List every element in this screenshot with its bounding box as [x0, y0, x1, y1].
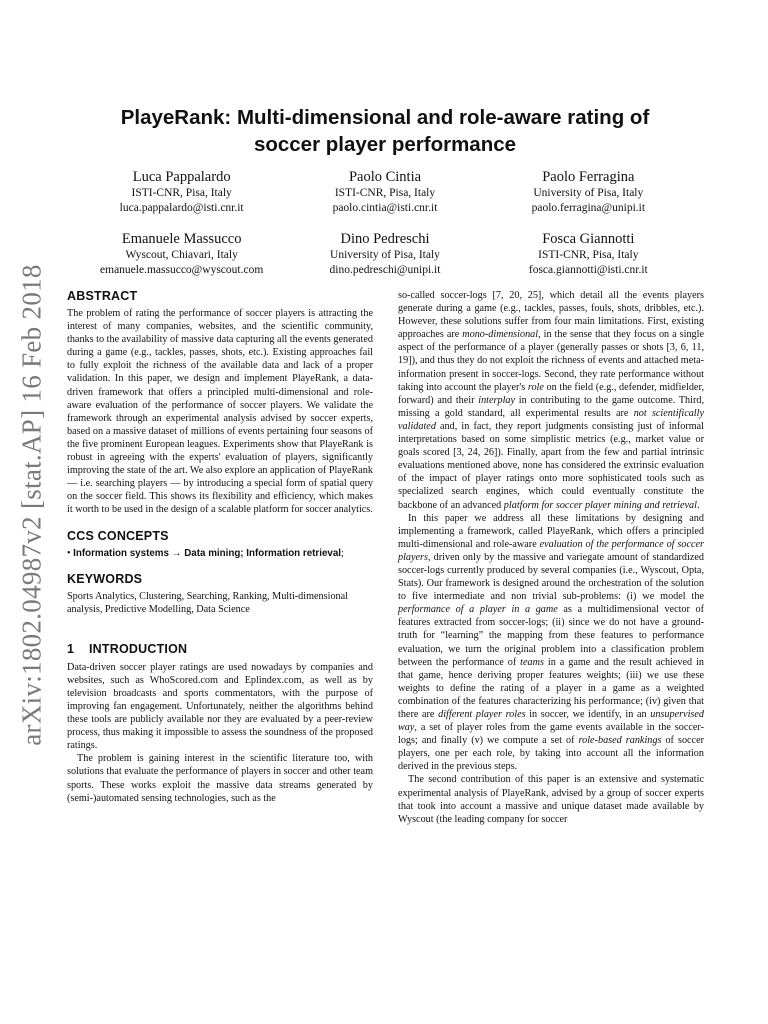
emphasis: platform for soccer player mining and retrieval: [503, 499, 697, 511]
arxiv-identifier: [12, 264, 52, 746]
ccs-concepts: [67, 547, 373, 560]
author-block: [80, 168, 690, 278]
author-email: dino.pedreschi@unipi.it: [329, 264, 441, 276]
text-run: in a game and the result achieved in that game, hence deriving proper features weights; (iii) we use these weights to define the rating of a player in a game as a weighted combination of the features characterizing his performance; (iv) given that there are: [398, 656, 705, 720]
text-run: on the field (e.g., defender, midfielder, forward) and their: [398, 381, 704, 406]
emphasis: unsupervised way: [398, 709, 704, 734]
section-title: INTRODUCTION: [89, 641, 188, 656]
text-run: so-called soccer-logs [7, 20, 25], which detail all the events players generate during a game (e.g., tackles, passes, fouls, shots, dribbles, etc.). However, these solutions suffer from four main limitations. First, existing approaches are: [398, 290, 704, 341]
author: [80, 168, 283, 216]
right-paragraph-1: [398, 289, 704, 512]
author: [283, 230, 486, 278]
ccs-item-primary: Information systems: [73, 547, 169, 559]
text-run: and, in fact, they report judgments consisting just of informal interpretations based on some simplistic metrics (e.g., market value or goals scored [3, 24, 26]). Finally, apart from the few and partial intrinsic evaluations mentioned above, none has considered the extrinsic evaluation of the impact of player ratings onto more sophisticated tools such as specialized search engines, which could eventually constitute the backbone of an advanced: [398, 420, 704, 511]
author-affiliation: University of Pisa, Italy: [533, 187, 644, 199]
author-affiliation: ISTI-CNR, Pisa, Italy: [334, 187, 436, 199]
emphasis: role: [527, 381, 544, 393]
emphasis: performance of a player in a game: [398, 604, 558, 616]
ccs-item-secondary: Data mining; Information retrieval: [184, 547, 342, 559]
author-name: Luca Pappalardo: [132, 169, 231, 185]
left-column: [67, 289, 373, 805]
right-paragraph-3: The second contribution of this paper is an extensive and systematic experimental analysis of PlayeRank, advised by a group of soccer experts that took into account a massive and unique dataset made available by Wyscout (the leading company for soccer: [398, 774, 704, 825]
emphasis: evaluation of the performance of soccer players: [398, 538, 704, 563]
emphasis: not scientifically validated: [398, 407, 704, 432]
author: [487, 230, 690, 278]
right-column: [398, 289, 704, 826]
right-paragraph-2: [398, 512, 704, 774]
text-run: , driven only by the massive and variegate amount of standardized soccer-logs currently produced by several companies (i.e., Wyscout, Opta, Stats). Our framework is designed around the orchestration of the solution to five intermediate and non trivial sub-problems: (i) we model the: [398, 551, 704, 603]
author-affiliation: ISTI-CNR, Pisa, Italy: [538, 249, 639, 261]
author: [80, 230, 283, 278]
text-run: , a set of player roles from the game events available in the soccer-logs; and finally (v) we compute a set of: [398, 722, 704, 747]
ccs-bullet: •: [67, 547, 71, 559]
author-name: Paolo Ferragina: [542, 169, 635, 185]
text-run: In this paper we address all these limitations by designing and implementing a framework, called PlayeRank, which offers a principled multi-dimensional and role-aware: [398, 512, 704, 550]
author-email: paolo.cintia@isti.cnr.it: [332, 202, 438, 214]
author-name: Paolo Cintia: [348, 169, 422, 185]
emphasis: role-based rankings: [578, 735, 662, 747]
ccs-arrow: →: [171, 547, 182, 559]
author: [487, 168, 690, 216]
text-run: in contributing to the game outcome. Third, missing a gold standard, all experimental results are: [398, 394, 705, 419]
author-affiliation: ISTI-CNR, Pisa, Italy: [131, 187, 232, 199]
keywords-heading: KEYWORDS: [67, 571, 143, 586]
abstract-heading: ABSTRACT: [67, 289, 138, 303]
author-email: emanuele.massucco@wyscout.com: [100, 264, 264, 276]
text-run: .: [696, 499, 700, 511]
paper-title: PlayeRank: Multi-dimensional and role-aware rating of soccer player performance: [120, 106, 650, 156]
text-run: in soccer, we identify, in an: [525, 709, 651, 720]
ccs-heading: CCS CONCEPTS: [67, 528, 169, 543]
author-name: Emanuele Massucco: [121, 231, 242, 247]
author: [283, 168, 486, 216]
emphasis: different player roles: [438, 709, 526, 720]
author-affiliation: Wyscout, Chiavari, Italy: [125, 249, 238, 261]
author-name: Fosca Giannotti: [542, 231, 635, 247]
author-email: fosca.giannotti@isti.cnr.it: [528, 264, 648, 276]
introduction-paragraph-1: Data-driven soccer player ratings are used nowadays by companies and websites, such as WhoScored.com and Eplindex.com, as well as by television broadcasts and sports commentators, with the purpose of improving fan engagement. Unfortunately, neither the algorithms behind these tools are publicly available nor they are evaluated by a peer-review process, thus making it impossible to assess the soundness of the proposed ratings.: [67, 661, 373, 752]
text-run: as a multidimensional vector of features extracted from soccer-logs; (ii) since we do not have a ground-truth for “learning” the mapping from these features to performance evaluation, we turn the original problem into a classification problem between the performance of: [398, 604, 704, 668]
author-affiliation: University of Pisa, Italy: [330, 249, 440, 261]
author-email: luca.pappalardo@isti.cnr.it: [119, 202, 244, 214]
emphasis: mono-dimensional: [462, 329, 539, 341]
text-run: , in the sense that they focus on a single aspect of the performance of a player (generally passes or shots [3, 6, 11, 19]), and thus they do not exploit the richness of events and attached meta-information present in soccer-logs. Second, they rate performance without taking into account the player's: [398, 329, 704, 393]
author-email: paolo.ferragina@unipi.it: [531, 202, 646, 214]
text-run: of soccer players, one per each role, by taking into account all the information derived in the previous steps.: [398, 735, 704, 773]
emphasis: teams: [520, 656, 544, 668]
introduction-heading: [67, 642, 373, 656]
author-name: Dino Pedreschi: [340, 231, 430, 247]
section-number: 1: [67, 641, 75, 656]
abstract-text: The problem of rating the performance of soccer players is attracting the interest of many companies, websites, and the scientific community, thanks to the availability of massive data capturing all the events generated during a game (e.g., tackles, passes, shots, etc.). Existing approaches fail to fully exploit the richness of the available data and lack of a proper validation. In this paper, we design and implement PlayeRank, a data-driven framework that offers a principled multi-dimensional and role-aware evaluation of the performance of soccer players. We validate the framework through an experimental analysis advised by soccer experts, based on a massive dataset of millions of events pertaining four seasons of the five prominent European leagues. Experiments show that PlayeRank is robust in agreeing with the experts' evaluation of players, significantly improving the state of the art. We also explore an application of PlayeRank — i.e. searching players — by introducing a special form of spatial query on the soccer field. This shows its flexibility and efficiency, which makes it worth to be used in the design of a scalable platform for soccer analytics.: [67, 308, 373, 516]
introduction-paragraph-2: The problem is gaining interest in the scientific literature too, with solutions that evaluate the performance of players in soccer and other team sports. These works exploit the massive data streams generated by (semi-)automated sensing technologies, such as the: [67, 753, 373, 804]
ccs-tail: ;: [341, 547, 344, 559]
emphasis: interplay: [478, 394, 516, 406]
arxiv-identifier-text: arXiv:1802.04987v2 [stat.AP] 16 Feb 2018: [16, 264, 47, 746]
keywords-text: Sports Analytics, Clustering, Searching, Ranking, Multi-dimensional analysis, Predictive Modelling, Data Science: [67, 590, 348, 615]
